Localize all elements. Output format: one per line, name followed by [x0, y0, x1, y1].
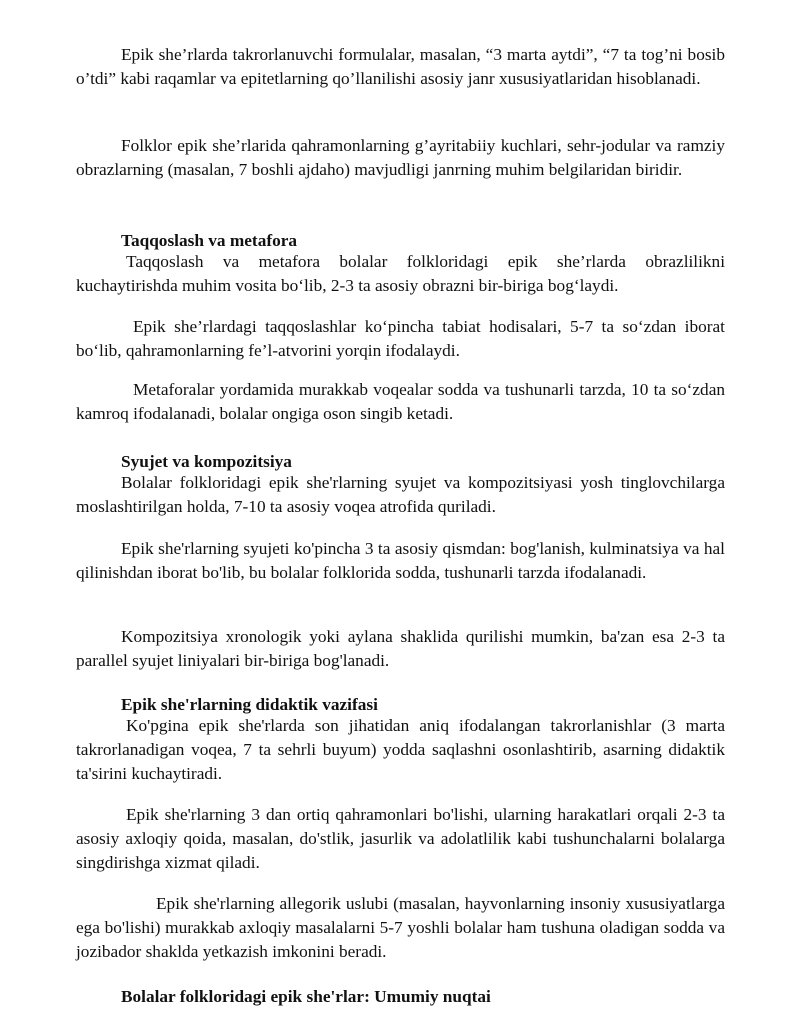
paragraph-folklore-symbols: Folklor epik she’rlarida qahramonlarning g’ayritabiiy kuchlari, sehr-jodular va ramziy obrazlarning (masalan, 7 boshli ajdaho) mavjudligi janrning muhim belgilaridan biridir. [76, 136, 725, 179]
paragraph-moral-rules: Epik she'rlarning 3 dan ortiq qahramonlari bo'lishi, ularning harakatlari orqali 2-3 ta asosiy axloqiy qoida, masalan, do'stlik, jasurlik va adolatlilik kabi tushunchalarni bolalarga singdirishga xizmat qiladi. [76, 805, 725, 872]
paragraph-comparisons-nature: Epik she’rlardagi taqqoslashlar ko‘pincha tabiat hodisalari, 5-7 ta so‘zdan iborat bo‘lib, qahramonlarning fe’l-atvorini yorqin ifodalaydi. [76, 317, 725, 360]
paragraph-formulas: Epik she’rlarda takrorlanuvchi formulalar, masalan, “3 marta aytdi”, “7 ta tog’ni bosib o’tdi” kabi raqamlar va epitetlarning qo’llanilishi asosiy janr xususiyatlaridan hisoblanadi. [76, 45, 725, 88]
heading-overview: Bolalar folkloridagi epik she'rlar: Umumiy nuqtai [121, 987, 491, 1006]
paragraph-allegory: Epik she'rlarning allegorik uslubi (masalan, hayvonlarning insoniy xususiyatlarga ega bo'lishi) murakkab axloqiy masalalarni 5-7 yoshli bolalar ham tushuna oladigan sodda va jozibador shaklda yetkazish imkonini beradi. [76, 894, 725, 961]
paragraph-plot-intro: Bolalar folkloridagi epik she'rlarning syujet va kompozitsiyasi yosh tinglovchilarga moslashtirilgan holda, 7-10 ta asosiy voqea atrofida quriladi. [76, 473, 725, 516]
heading-comparison-metaphor: Taqqoslash va metafora [121, 231, 298, 250]
paragraph-comparison-intro: Taqqoslash va metafora bolalar folkloridagi epik she’rlarda obrazlilikni kuchaytirishda muhim vosita bo‘lib, 2-3 ta asosiy obrazni bir-biriga bog‘laydi. [76, 252, 725, 295]
paragraph-metaphors: Metaforalar yordamida murakkab voqealar sodda va tushunarli tarzda, 10 ta so‘zdan kamroq ifodalanadi, bolalar ongiga oson singib ketadi. [76, 380, 725, 423]
paragraph-repetitions: Ko'pgina epik she'rlarda son jihatidan aniq ifodalangan takrorlanishlar (3 marta takrorlanadigan voqea, 7 ta sehrli buyum) yodda saqlashni osonlashtirib, asarning didaktik ta'sirini kuchaytiradi. [76, 716, 725, 783]
heading-plot-composition: Syujet va kompozitsiya [121, 452, 292, 471]
paragraph-composition: Kompozitsiya xronologik yoki aylana shaklida qurilishi mumkin, ba'zan esa 2-3 ta parallel syujet liniyalari bir-biriga bog'lanadi. [76, 627, 725, 670]
heading-didactic-function: Epik she'rlarning didaktik vazifasi [121, 695, 378, 714]
paragraph-plot-parts: Epik she'rlarning syujeti ko'pincha 3 ta asosiy qismdan: bog'lanish, kulminatsiya va hal qilinishdan iborat bo'lib, bu bolalar folklorida sodda, tushunarli tarzda ifodalanadi. [76, 539, 725, 582]
